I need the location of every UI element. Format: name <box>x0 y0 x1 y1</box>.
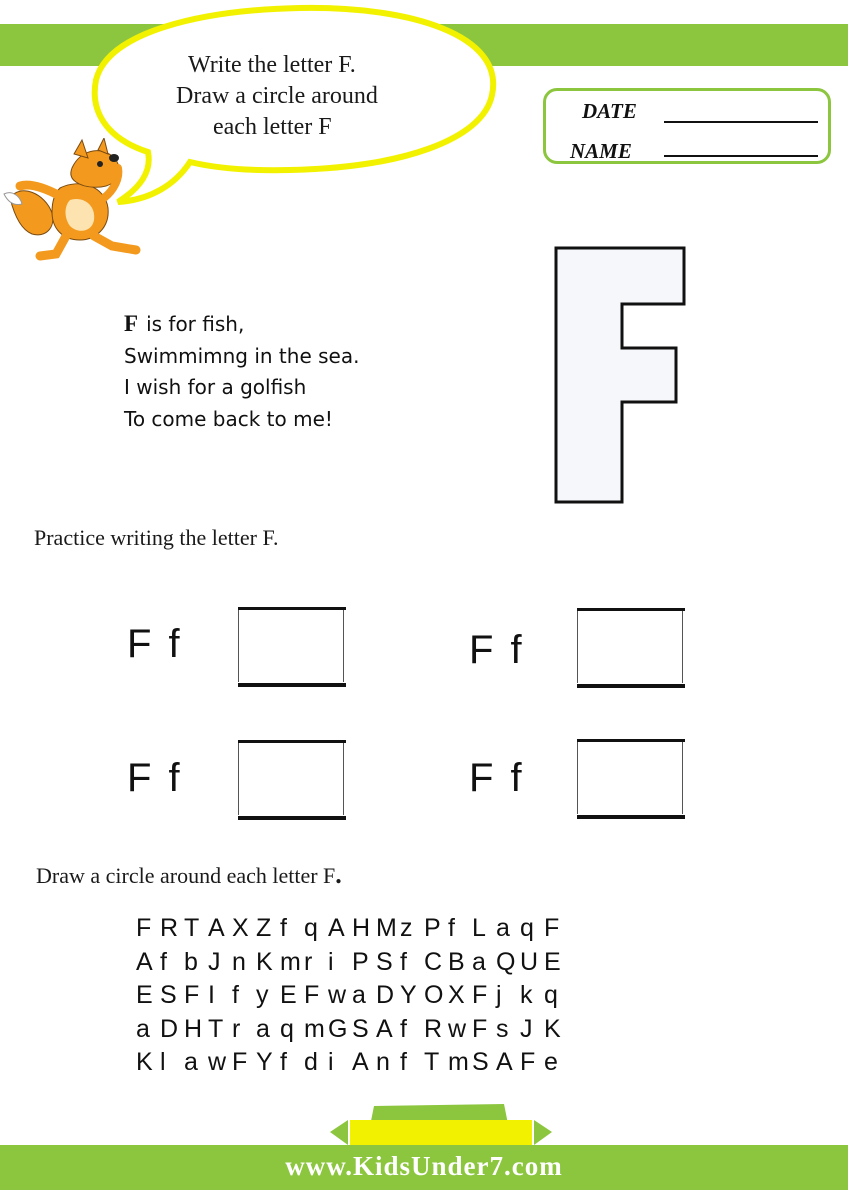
letter-cell[interactable]: R <box>160 914 181 942</box>
letter-cell[interactable]: y <box>256 981 271 1009</box>
letter-cell[interactable]: S <box>160 981 179 1009</box>
letter-cell[interactable]: e <box>544 1048 560 1076</box>
letter-cell[interactable]: S <box>376 947 395 976</box>
letter-cell[interactable]: L <box>472 914 488 942</box>
letter-cell[interactable]: G <box>328 1014 350 1043</box>
letter-cell[interactable]: w <box>208 1048 229 1076</box>
letter-cell[interactable]: f <box>232 981 241 1009</box>
letter-cell[interactable]: F <box>520 1048 538 1076</box>
practice-box-3[interactable] <box>238 740 346 820</box>
bubble-instructions <box>150 50 440 143</box>
letter-cell[interactable]: s <box>496 1014 511 1043</box>
letter-cell[interactable]: f <box>400 947 409 976</box>
letter-cell[interactable]: K <box>256 947 275 976</box>
letter-cell[interactable]: f <box>400 1048 409 1076</box>
letter-cell[interactable]: C <box>424 947 445 976</box>
letter-cell[interactable]: A <box>208 914 227 942</box>
letter-cell[interactable]: a <box>184 1048 200 1076</box>
letter-cell[interactable]: H <box>184 1014 205 1043</box>
poem <box>124 308 359 435</box>
letter-cell[interactable]: E <box>136 981 155 1009</box>
letter-row <box>136 912 568 946</box>
practice-pair-2: F f <box>469 628 522 672</box>
letter-cell[interactable]: M <box>376 914 399 942</box>
letter-cell[interactable]: a <box>136 1014 152 1043</box>
letter-cell[interactable]: P <box>352 947 371 976</box>
letter-cell[interactable]: Z <box>256 914 274 942</box>
date-line[interactable] <box>664 121 818 123</box>
date-name-box <box>543 88 831 164</box>
practice-box-1[interactable] <box>238 607 346 687</box>
letter-cell[interactable]: q <box>520 914 536 942</box>
letter-cell[interactable]: a <box>256 1014 272 1043</box>
letter-cell[interactable]: A <box>136 947 155 976</box>
letter-cell[interactable]: T <box>184 914 202 942</box>
letter-cell[interactable]: F <box>184 981 202 1009</box>
letter-cell[interactable]: m <box>304 1014 327 1043</box>
letter-cell[interactable]: z <box>400 914 415 942</box>
footer-url[interactable]: www.KidsUnder7.com <box>285 1151 563 1181</box>
letter-cell[interactable]: w <box>448 1014 469 1043</box>
poem-line-1-text: is for fish, <box>146 312 245 336</box>
letter-cell[interactable]: A <box>496 1048 515 1076</box>
letter-cell[interactable]: F <box>232 1048 250 1076</box>
letter-row <box>136 1013 568 1047</box>
letter-cell[interactable]: F <box>544 914 562 942</box>
letter-cell[interactable]: q <box>304 914 320 942</box>
green-yellow-sticky-note <box>326 1102 556 1147</box>
letter-cell[interactable]: q <box>280 1014 296 1043</box>
letter-cell[interactable]: T <box>208 1014 226 1043</box>
letter-cell[interactable]: j <box>496 981 504 1009</box>
letter-cell[interactable]: K <box>136 1048 155 1076</box>
practice-box-2[interactable] <box>577 608 685 688</box>
poem-bold-letter: F <box>124 311 139 336</box>
letter-cell[interactable]: X <box>448 981 467 1009</box>
circle-title-text: Draw a circle around each letter F <box>36 863 336 888</box>
circle-title <box>36 860 342 890</box>
letter-cell[interactable]: b <box>184 947 200 976</box>
letter-cell[interactable]: F <box>304 981 322 1009</box>
letter-row <box>136 946 568 980</box>
letter-cell[interactable]: a <box>352 981 368 1009</box>
letter-cell[interactable]: n <box>376 1048 392 1076</box>
practice-box-4[interactable] <box>577 739 685 819</box>
date-label: DATE <box>582 99 637 123</box>
letter-cell[interactable]: I <box>208 981 217 1009</box>
letter-cell[interactable]: D <box>160 1014 181 1043</box>
fox-mascot-icon <box>0 138 160 263</box>
letter-cell[interactable]: S <box>472 1048 491 1076</box>
letter-cell[interactable]: Y <box>256 1048 275 1076</box>
practice-title: Practice writing the letter F. <box>34 525 279 550</box>
letter-cell[interactable]: R <box>424 1014 445 1043</box>
letter-cell[interactable]: F <box>472 1014 490 1043</box>
letter-cell[interactable]: a <box>496 914 512 942</box>
letter-cell[interactable]: Y <box>400 981 419 1009</box>
letter-cell[interactable]: k <box>520 981 535 1009</box>
bubble-line-3: each letter F <box>213 114 332 140</box>
letter-cell[interactable]: a <box>472 947 488 976</box>
letter-cell[interactable]: f <box>280 914 289 942</box>
letter-cell[interactable]: n <box>232 947 248 976</box>
letter-cell[interactable]: l <box>160 1048 168 1076</box>
letter-row <box>136 1046 568 1080</box>
poem-line-3: I wish for a golfish <box>124 375 307 399</box>
poem-line-4: To come back to me! <box>124 406 333 431</box>
letter-cell[interactable]: f <box>160 947 169 976</box>
letter-cell[interactable]: f <box>448 914 457 942</box>
poem-line-1 <box>124 308 359 341</box>
letter-cell[interactable]: m <box>280 947 303 976</box>
letter-cell[interactable]: f <box>400 1014 409 1043</box>
letter-cell[interactable]: H <box>352 914 373 942</box>
name-label: NAME <box>570 139 632 163</box>
letter-cell[interactable]: i <box>328 1048 336 1076</box>
circle-title-period: . <box>335 860 342 889</box>
poem-line-2: Swimmimng in the sea. <box>124 343 360 368</box>
letter-cell[interactable]: E <box>280 981 299 1009</box>
letter-cell[interactable]: X <box>232 914 251 942</box>
letter-cell[interactable]: f <box>280 1048 289 1076</box>
letter-cell[interactable]: U <box>520 947 541 976</box>
letter-cell[interactable]: J <box>520 1014 535 1043</box>
letter-cell[interactable]: Q <box>496 947 518 976</box>
big-letter-f-outline <box>552 246 692 506</box>
letter-cell[interactable]: A <box>352 1048 371 1076</box>
letter-cell[interactable]: r <box>232 1014 243 1043</box>
letter-cell[interactable]: E <box>544 947 563 976</box>
letter-cell[interactable]: d <box>304 1048 320 1076</box>
practice-pair-4: F f <box>469 756 522 800</box>
letter-cell[interactable]: S <box>352 1014 371 1043</box>
letter-cell[interactable]: q <box>544 981 560 1009</box>
letter-cell[interactable]: T <box>424 1048 442 1076</box>
letter-cell[interactable]: A <box>376 1014 395 1043</box>
letter-cell[interactable]: P <box>424 914 443 942</box>
bubble-line-2: Draw a circle around <box>176 83 378 109</box>
letter-cell[interactable]: w <box>328 981 349 1009</box>
name-line[interactable] <box>664 155 818 157</box>
letter-row <box>136 979 568 1013</box>
letter-cell[interactable]: D <box>376 981 397 1009</box>
letter-grid <box>136 912 568 1080</box>
letter-cell[interactable]: K <box>544 1014 563 1043</box>
letter-cell[interactable]: m <box>448 1048 471 1076</box>
letter-cell[interactable]: r <box>304 947 315 976</box>
practice-pair-1: F f <box>127 622 180 666</box>
letter-cell[interactable]: F <box>136 914 154 942</box>
letter-cell[interactable]: A <box>328 914 347 942</box>
bubble-line-1: Write the letter F. <box>188 52 356 78</box>
letter-cell[interactable]: B <box>448 947 467 976</box>
practice-pair-3: F f <box>127 756 180 800</box>
letter-cell[interactable]: F <box>472 981 490 1009</box>
letter-cell[interactable]: i <box>328 947 336 976</box>
letter-cell[interactable]: O <box>424 981 446 1009</box>
letter-cell[interactable]: J <box>208 947 223 976</box>
